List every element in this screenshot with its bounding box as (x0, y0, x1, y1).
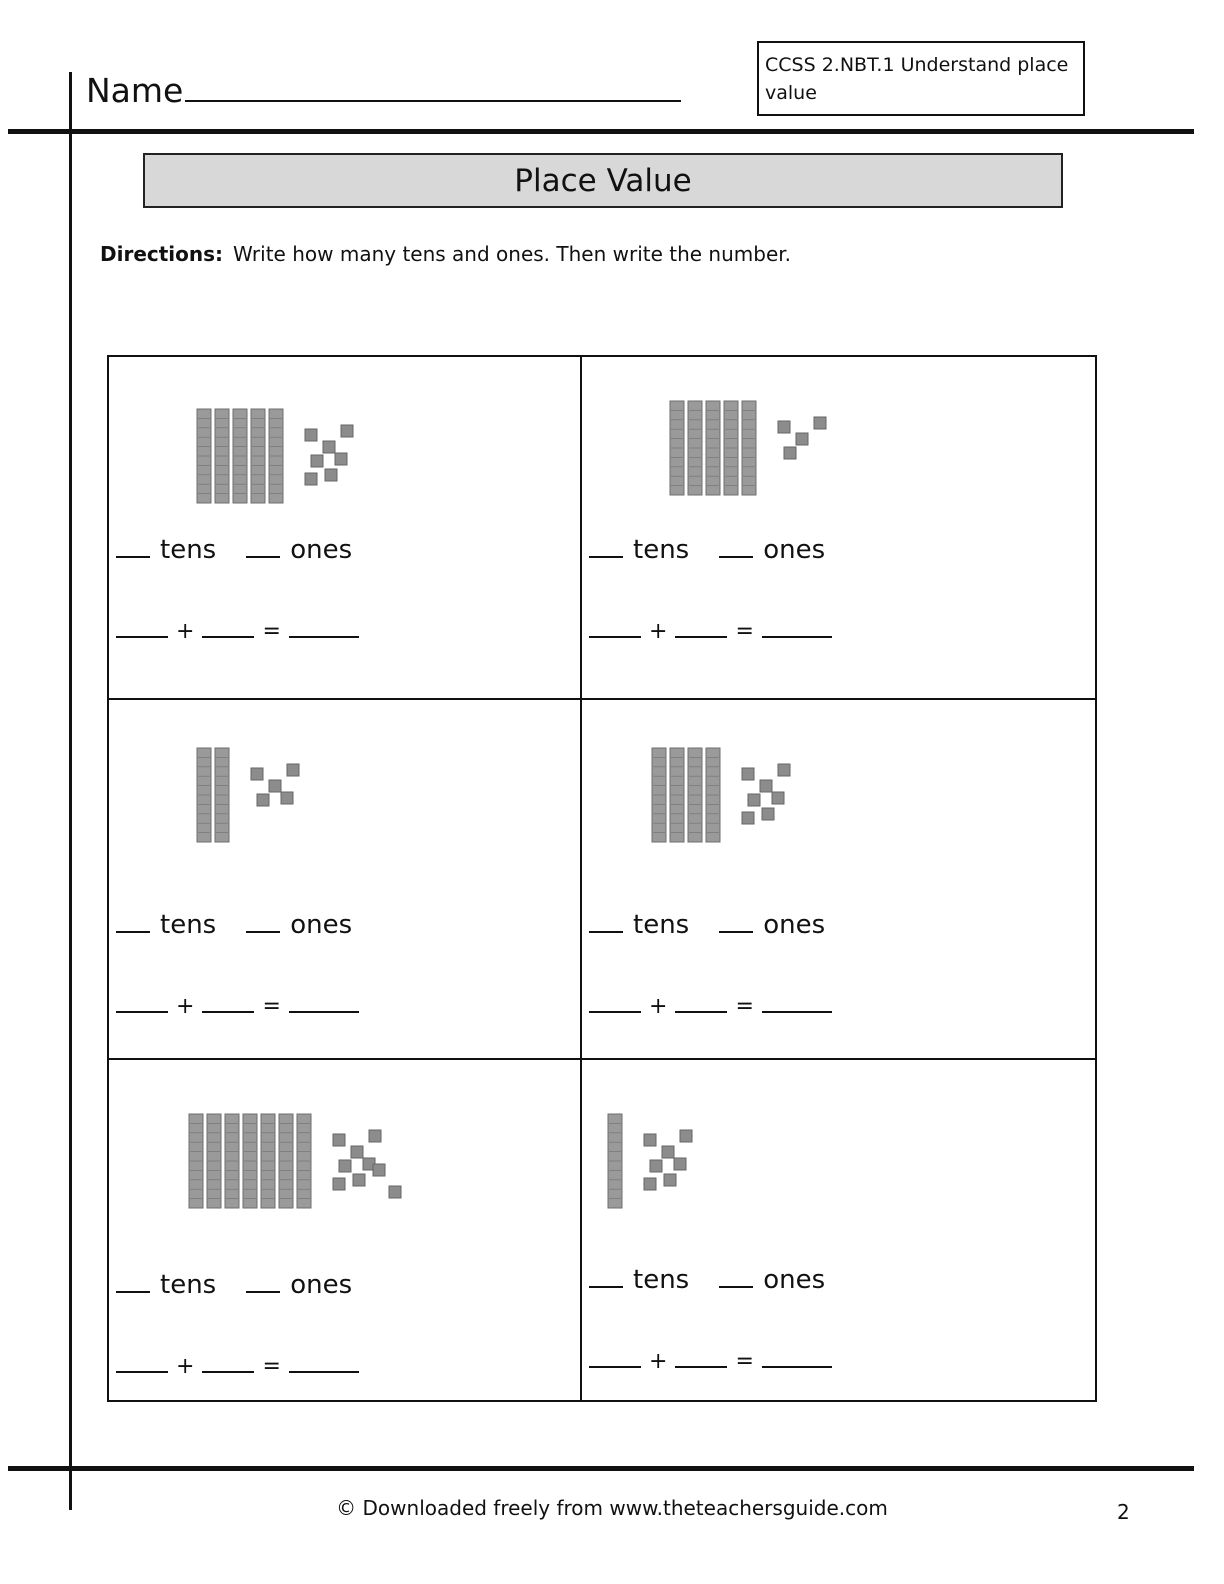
equals-sign: = (262, 619, 281, 644)
ones-cube (369, 1130, 381, 1142)
tens-blank[interactable] (589, 911, 623, 933)
ones-cube (351, 1146, 363, 1158)
ones-cube (772, 792, 784, 804)
ones-cube (644, 1178, 656, 1190)
ones-cube (662, 1146, 674, 1158)
ones-blank[interactable] (719, 1266, 753, 1288)
base-ten-blocks (197, 409, 557, 529)
standard-box (757, 41, 1085, 116)
ones-cube (287, 764, 299, 776)
header-rule (8, 129, 1194, 134)
plus-sign: + (176, 994, 195, 1019)
equation-row (116, 990, 359, 1020)
ones-cube (257, 794, 269, 806)
problem-cell (582, 357, 1053, 698)
tens-blank[interactable] (589, 1266, 623, 1288)
problem-cell (109, 357, 580, 698)
ones-cube (325, 469, 337, 481)
directions (100, 242, 791, 266)
ones-cube (339, 1160, 351, 1172)
base-ten-blocks (652, 748, 1012, 868)
equals-sign: = (262, 1354, 281, 1379)
ones-cube (762, 808, 774, 820)
ones-cube (341, 425, 353, 437)
ones-cube (778, 764, 790, 776)
tens-value-blank[interactable] (116, 1355, 168, 1373)
base-ten-blocks (197, 748, 557, 868)
number-blank[interactable] (289, 1355, 359, 1373)
ones-cube (323, 441, 335, 453)
ones-cube (281, 792, 293, 804)
problem-cell (582, 1060, 1053, 1401)
ones-value-blank[interactable] (202, 620, 254, 638)
number-blank[interactable] (289, 620, 359, 638)
equation-row (589, 990, 832, 1020)
problem-cell (109, 700, 580, 1041)
ones-blank[interactable] (246, 536, 280, 558)
problem-grid (107, 355, 1097, 1402)
equals-sign: = (262, 994, 281, 1019)
ones-cube (644, 1134, 656, 1146)
ones-cube (674, 1158, 686, 1170)
plus-sign: + (176, 1354, 195, 1379)
ones-cube (389, 1186, 401, 1198)
tens-blank[interactable] (116, 911, 150, 933)
tens-value-blank[interactable] (116, 620, 168, 638)
name-label: Name (86, 71, 184, 110)
ones-label: ones (763, 535, 826, 565)
problem-cell (109, 1060, 580, 1401)
title-text: Place Value (514, 163, 692, 199)
directions-label: Directions: (100, 242, 224, 266)
equals-sign: = (735, 619, 754, 644)
number-blank[interactable] (289, 995, 359, 1013)
equation-row (589, 615, 832, 645)
ones-value-blank[interactable] (202, 1355, 254, 1373)
footer-text: © Downloaded freely from www.theteachersguide.com (336, 1496, 888, 1520)
footer-credit (0, 1496, 1224, 1520)
plus-sign: + (649, 994, 668, 1019)
ones-cube (269, 780, 281, 792)
tens-ones-row (589, 1265, 825, 1295)
tens-value-blank[interactable] (589, 620, 641, 638)
page-title (143, 153, 1063, 208)
footer-rule (8, 1466, 1194, 1471)
ones-cube (305, 429, 317, 441)
ones-cube (333, 1178, 345, 1190)
ones-value-blank[interactable] (675, 1350, 727, 1368)
name-blank[interactable] (185, 70, 681, 102)
number-blank[interactable] (762, 1350, 832, 1368)
tens-value-blank[interactable] (589, 995, 641, 1013)
ones-label: ones (763, 1265, 826, 1295)
ones-cube (353, 1174, 365, 1186)
tens-value-blank[interactable] (589, 1350, 641, 1368)
tens-label: tens (633, 910, 690, 940)
page-number: 2 (1117, 1500, 1130, 1524)
ones-blank[interactable] (246, 1271, 280, 1293)
equation-row (116, 615, 359, 645)
tens-ones-row (589, 535, 825, 565)
ones-cube (760, 780, 772, 792)
plus-sign: + (176, 619, 195, 644)
tens-label: tens (633, 535, 690, 565)
ones-cube (333, 1134, 345, 1146)
tens-value-blank[interactable] (116, 995, 168, 1013)
tens-blank[interactable] (116, 1271, 150, 1293)
ones-cube (373, 1164, 385, 1176)
ones-cube (305, 473, 317, 485)
ones-cube (664, 1174, 676, 1186)
tens-label: tens (160, 535, 217, 565)
ones-label: ones (290, 910, 353, 940)
problem-cell (582, 700, 1053, 1041)
equation-row (589, 1345, 832, 1375)
ones-cube (650, 1160, 662, 1172)
standard-text: CCSS 2.NBT.1 Understand place value (765, 54, 1069, 104)
tens-ones-row (589, 910, 825, 940)
base-ten-blocks (670, 401, 1030, 521)
plus-sign: + (649, 619, 668, 644)
tens-ones-row (116, 1270, 352, 1300)
number-blank[interactable] (762, 995, 832, 1013)
ones-label: ones (763, 910, 826, 940)
ones-label: ones (290, 535, 353, 565)
tens-ones-row (116, 910, 352, 940)
ones-cube (251, 768, 263, 780)
equation-row (116, 1350, 359, 1380)
tens-label: tens (160, 1270, 217, 1300)
ones-value-blank[interactable] (675, 620, 727, 638)
plus-sign: + (649, 1349, 668, 1374)
ones-blank[interactable] (246, 911, 280, 933)
ones-cube (742, 768, 754, 780)
ones-cube (784, 447, 796, 459)
tens-blank[interactable] (116, 536, 150, 558)
ones-blank[interactable] (719, 911, 753, 933)
base-ten-blocks (608, 1114, 968, 1234)
directions-text: Write how many tens and ones. Then write the number. (233, 242, 792, 266)
ones-cube (680, 1130, 692, 1142)
ones-value-blank[interactable] (675, 995, 727, 1013)
base-ten-blocks (189, 1114, 549, 1234)
tens-label: tens (633, 1265, 690, 1295)
equals-sign: = (735, 994, 754, 1019)
ones-cube (778, 421, 790, 433)
ones-value-blank[interactable] (202, 995, 254, 1013)
ones-cube (748, 794, 760, 806)
ones-cube (311, 455, 323, 467)
ones-cube (814, 417, 826, 429)
tens-ones-row (116, 535, 352, 565)
margin-line (69, 72, 72, 1510)
tens-label: tens (160, 910, 217, 940)
ones-blank[interactable] (719, 536, 753, 558)
equals-sign: = (735, 1349, 754, 1374)
name-field[interactable] (86, 70, 681, 110)
ones-cube (796, 433, 808, 445)
tens-blank[interactable] (589, 536, 623, 558)
ones-cube (335, 453, 347, 465)
ones-label: ones (290, 1270, 353, 1300)
number-blank[interactable] (762, 620, 832, 638)
ones-cube (742, 812, 754, 824)
